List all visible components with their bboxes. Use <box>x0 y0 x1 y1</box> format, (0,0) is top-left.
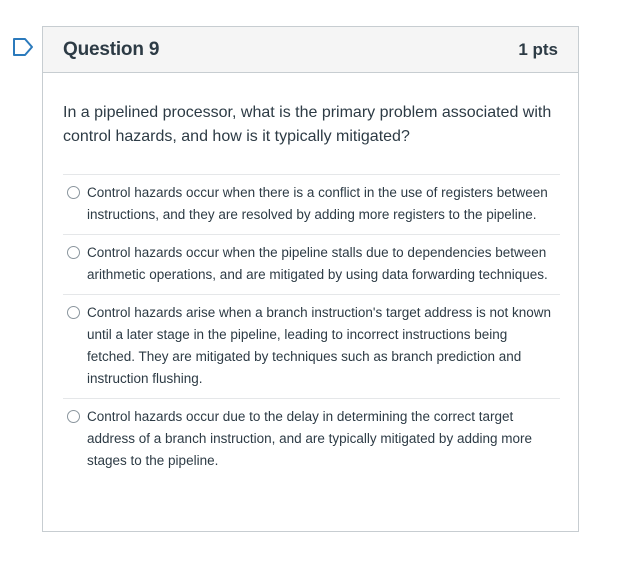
answer-label[interactable]: Control hazards occur when there is a conflict in the use of registers between instructions, and they are resolved by adding more registers to the pipeline. <box>87 185 548 222</box>
answer-label[interactable]: Control hazards occur when the pipeline stalls due to dependencies between arithmetic operations, and are mitigated by using data forwarding techniques. <box>87 245 548 282</box>
answer-option-3[interactable] <box>63 295 560 399</box>
answer-label[interactable]: Control hazards arise when a branch instruction's target address is not known until a later stage in the pipeline, leading to incorrect instructions being fetched. They are mitigated by techniques such as branch prediction and instruction flushing. <box>87 305 552 386</box>
answer-list <box>63 174 560 480</box>
flag-question-icon[interactable] <box>12 37 34 57</box>
radio-button[interactable] <box>67 246 80 259</box>
answer-option-2[interactable] <box>63 235 560 295</box>
question-title: Question 9 <box>63 38 160 60</box>
question-header <box>43 27 578 73</box>
question-card <box>42 26 579 532</box>
radio-button[interactable] <box>67 410 80 423</box>
answer-option-4[interactable] <box>63 399 560 480</box>
question-points: 1 pts <box>518 39 558 59</box>
question-text: In a pipelined processor, what is the primary problem associated with control hazards, and how is it typically mitigated? <box>63 104 552 145</box>
answer-label[interactable]: Control hazards occur due to the delay in determining the correct target address of a branch instruction, and are typically mitigated by adding more stages to the pipeline. <box>87 409 532 468</box>
answer-option-1[interactable] <box>63 175 560 235</box>
radio-button[interactable] <box>67 306 80 319</box>
radio-button[interactable] <box>67 186 80 199</box>
question-body <box>43 73 578 480</box>
